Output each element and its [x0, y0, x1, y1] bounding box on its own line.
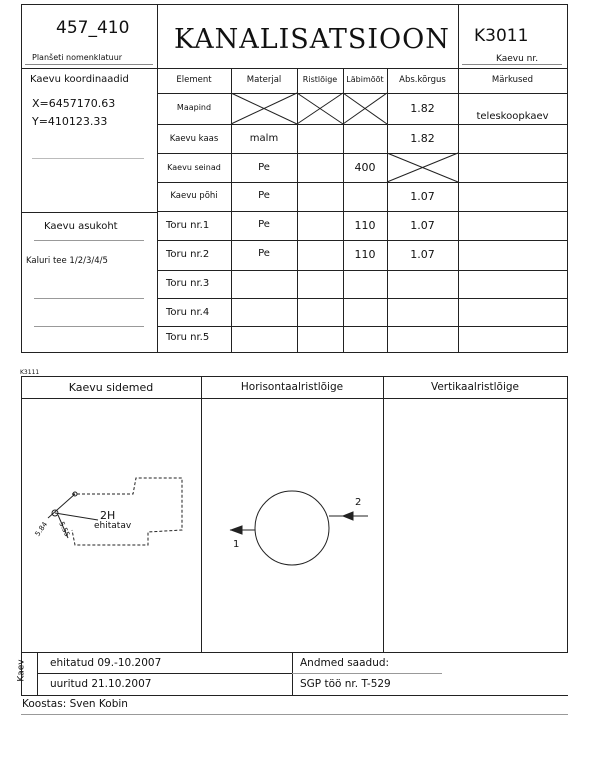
- row-diameter: 110: [354, 248, 376, 261]
- col-title-horizontal: Horisontaalristlõige: [240, 381, 344, 393]
- small-id: K3111: [20, 369, 40, 376]
- dimension-label: 5.84: [33, 520, 50, 538]
- row-diameter: 110: [354, 219, 376, 232]
- row-elevation: 1.07: [410, 190, 435, 203]
- row-element: Toru nr.3: [166, 278, 210, 289]
- well-circle: [255, 491, 329, 565]
- coordinate-x: X=6457170.63: [32, 97, 116, 110]
- sheet-label: Planšeti nomenklatuur: [32, 53, 123, 62]
- row-element: Toru nr.4: [166, 307, 210, 318]
- building-label: 2H: [100, 509, 116, 522]
- sheet-number: 457_410: [56, 18, 130, 38]
- header-elevation: Abs.kõrgus: [399, 75, 446, 85]
- row-elevation: 1.82: [410, 102, 435, 115]
- author: Koostas: Sven Kobin: [22, 698, 128, 710]
- data-source-label: Andmed saadud:: [300, 657, 390, 669]
- row-elevation: 1.07: [410, 248, 435, 261]
- header-element: Element: [176, 75, 212, 85]
- row-diameter: 400: [354, 161, 376, 174]
- dimension-label: 5.55: [57, 520, 72, 539]
- row-material: Pe: [258, 248, 270, 259]
- pipe-label-1: 1: [233, 539, 240, 550]
- built-date: ehitatud 09.-10.2007: [50, 657, 162, 669]
- header-section: Ristlõige: [302, 75, 338, 84]
- row-material: Pe: [258, 162, 270, 173]
- header-diameter: Läbimõõt: [346, 75, 384, 84]
- row-element: Toru nr.1: [166, 220, 210, 231]
- row-element: Kaevu põhi: [170, 191, 218, 201]
- well-id-label: Kaevu nr.: [496, 54, 539, 64]
- data-source: SGP töö nr. T-529: [300, 678, 391, 690]
- row-note: teleskoopkaev: [476, 111, 549, 122]
- header-material: Materjal: [246, 75, 282, 85]
- pipe-label-2: 2: [355, 497, 362, 508]
- coordinate-y: Y=410123.33: [32, 115, 108, 128]
- location-address: Kaluri tee 1/2/3/4/5: [26, 256, 108, 266]
- row-elevation: 1.82: [410, 132, 435, 145]
- surveyed-date: uuritud 21.10.2007: [50, 678, 152, 690]
- col-title-connections: Kaevu sidemed: [68, 381, 154, 394]
- row-material: Pe: [258, 190, 270, 201]
- row-element: Toru nr.5: [166, 332, 210, 343]
- side-label: Kaev: [16, 659, 27, 682]
- row-element: Kaevu seinad: [167, 163, 221, 172]
- location-label: Kaevu asukoht: [44, 221, 118, 232]
- coordinates-label: Kaevu koordinaadid: [30, 74, 129, 85]
- col-title-vertical: Vertikaalristlõige: [430, 381, 520, 393]
- header-notes: Märkused: [491, 75, 534, 85]
- row-element: Toru nr.2: [166, 249, 210, 260]
- well-id: K3011: [474, 26, 529, 46]
- row-element: Maapind: [176, 103, 212, 112]
- page-title: KANALISATSIOON: [174, 24, 450, 55]
- row-material: malm: [249, 133, 279, 144]
- building-status: ehitatav: [94, 521, 132, 531]
- row-material: Pe: [258, 219, 270, 230]
- row-element: Kaevu kaas: [169, 134, 219, 144]
- row-elevation: 1.07: [410, 219, 435, 232]
